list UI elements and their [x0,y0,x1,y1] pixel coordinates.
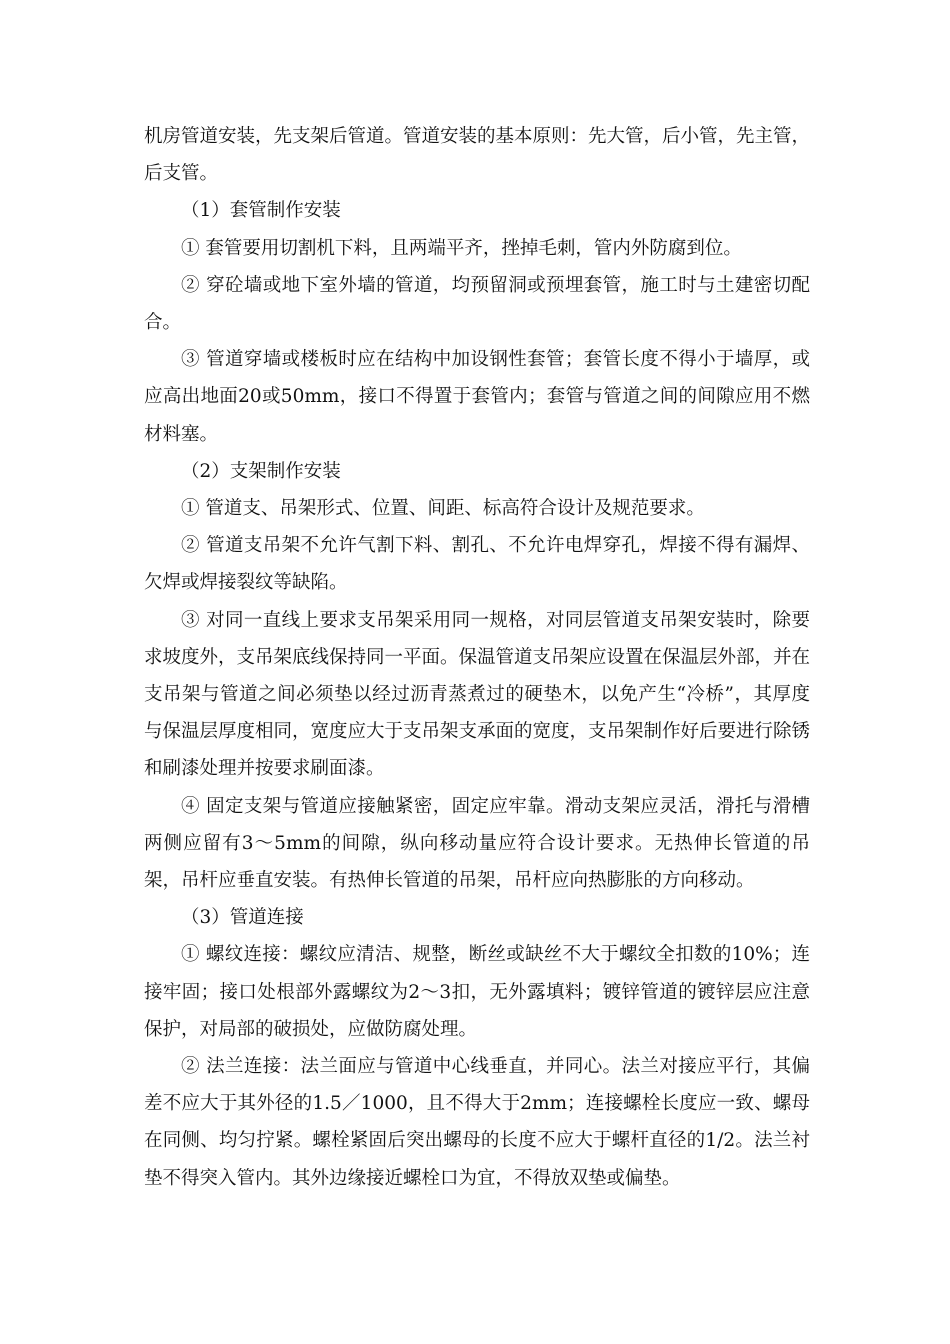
list-item: ① 螺纹连接：螺纹应清洁、规整，断丝或缺丝不大于螺纹全扣数的10%；连接牢固；接口处根部外露螺纹为2～3扣，无外露填料；镀锌管道的镀锌层应注意保护，对局部的破损处，应做防腐处理。 [144,944,810,1040]
section-heading-casing: （1）套管制作安装 [181,200,341,222]
list-item: ③ 对同一直线上要求支吊架采用同一规格，对同层管道支吊架安装时，除要求坡度外，支吊架底线保持同一平面。保温管道支吊架应设置在保温层外部，并在支吊架与管道之间必须垫以经过沥青蒸煮过的硬垫木，以免产生“冷桥”，其厚度与保温层厚度相同，宽度应大于支吊架支承面的宽度，支吊架制作好后要进行除锈和刷漆处理并按要求刷面漆。 [144,609,811,780]
list-item: ② 法兰连接：法兰面应与管道中心线垂直，并同心。法兰对接应平行，其偏差不应大于其外径的1.5／1000，且不得大于2mm；连接螺栓长度应一致、螺母在同侧、均匀拧紧。螺栓紧固后突出螺母的长度不应大于螺杆直径的1/2。法兰衬垫不得突入管内。其外边缘接近螺栓口为宜，不得放双垫或偏垫。 [144,1056,810,1189]
list-item: ② 穿砼墙或地下室外墙的管道，均预留洞或预埋套管，施工时与土建密切配合。 [144,274,810,334]
list-item: ① 管道支、吊架形式、位置、间距、标高符合设计及规范要求。 [181,498,705,520]
section-heading-support: （2）支架制作安装 [181,460,341,482]
intro-paragraph: 机房管道安装，先支架后管道。管道安装的基本原则：先大管，后小管，先主管，后支管。 [144,126,811,185]
document-body [144,118,810,1197]
section-heading-connection: （3）管道连接 [181,907,304,929]
list-item: ③ 管道穿墙或楼板时应在结构中加设钢性套管；套管长度不得小于墙厚，或应高出地面20或50mm，接口不得置于套管内；套管与管道之间的间隙应用不燃材料塞。 [144,349,810,445]
list-item: ④ 固定支架与管道应接触紧密，固定应牢靠。滑动支架应灵活，滑托与滑槽两侧应留有3～5mm的间隙，纵向移动量应符合设计要求。无热伸长管道的吊架，吊杆应垂直安装。有热伸长管道的吊架，吊杆应向热膨胀的方向移动。 [144,795,810,892]
list-item: ① 套管要用切割机下料，且两端平齐，挫掉毛刺，管内外防腐到位。 [181,237,742,259]
list-item: ② 管道支吊架不允许气割下料、割孔、不允许电焊穿孔，焊接不得有漏焊、欠焊或焊接裂纹等缺陷。 [144,535,810,594]
